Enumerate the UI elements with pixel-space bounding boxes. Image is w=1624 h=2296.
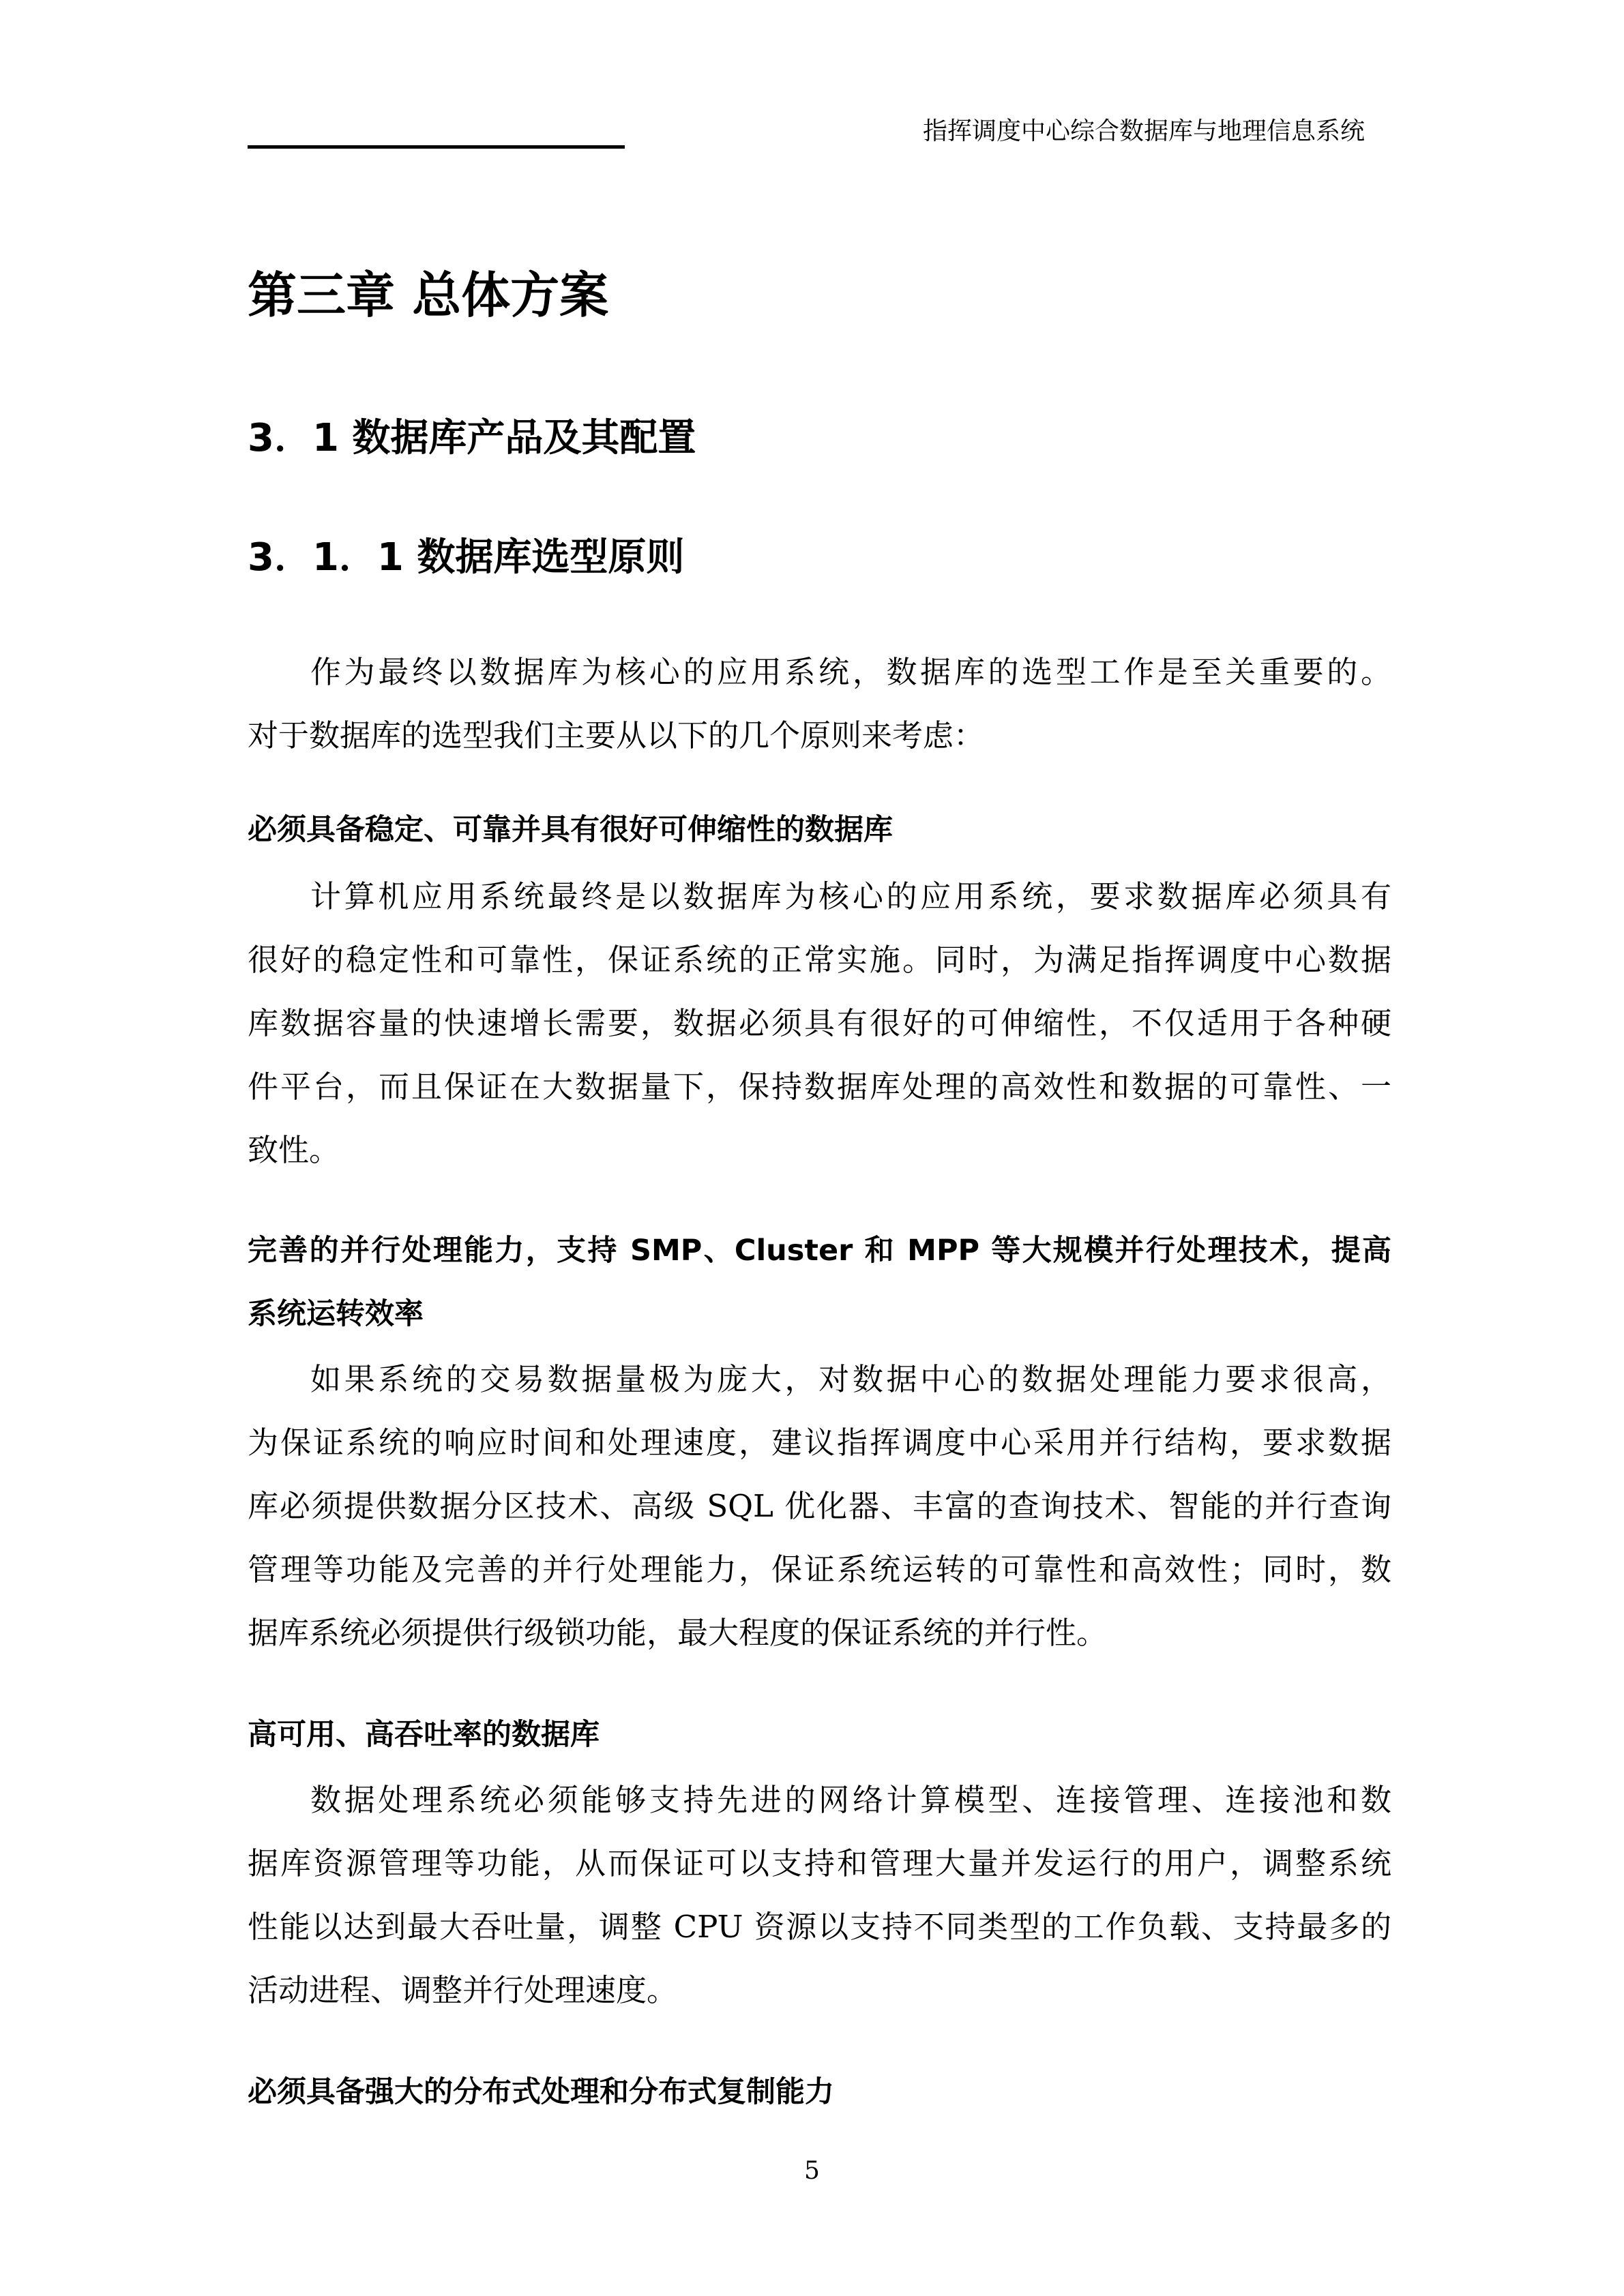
- principle-heading-availability: [248, 1703, 1391, 1767]
- text-line: 系统运转效率: [248, 1297, 424, 1331]
- text-line: 库必须提供数据分区技术、高级 SQL 优化器、丰富的查询技术、智能的并行查询: [248, 1488, 1391, 1524]
- text-line: 必须具备稳定、可靠并具有很好可伸缩性的数据库: [248, 813, 893, 847]
- chapter-title: 第三章 总体方案: [248, 267, 609, 324]
- text-line: 计算机应用系统最终是以数据库为核心的应用系统，要求数据库必须具有: [310, 878, 1391, 914]
- principle-heading-distributed: [248, 2061, 1391, 2124]
- text-line: 据库系统必须提供行级锁功能，最大程度的保证系统的并行性。: [248, 1615, 1108, 1651]
- text-line: 致性。: [248, 1132, 340, 1168]
- text-line: 据库资源管理等功能，从而保证可以支持和管理大量并发运行的用户，调整系统: [248, 1845, 1391, 1881]
- text-line: 完善的并行处理能力，支持 SMP、Cluster 和 MPP 等大规模并行处理技术，提高: [248, 1234, 1391, 1268]
- running-header: 指挥调度中心综合数据库与地理信息系统: [922, 117, 1365, 145]
- principle-heading-stability: [248, 799, 1391, 862]
- text-line: 作为最终以数据库为核心的应用系统，数据库的选型工作是至关重要的。: [310, 654, 1391, 690]
- text-line: 高可用、高吞吐率的数据库: [248, 1718, 600, 1752]
- principle-heading-parallel: [248, 1219, 1391, 1346]
- text-line: 如果系统的交易数据量极为庞大，对数据中心的数据处理能力要求很高，: [310, 1361, 1391, 1397]
- intro-paragraph: [248, 640, 1391, 767]
- text-line: 性能以达到最大吞吐量，调整 CPU 资源以支持不同类型的工作负载、支持最多的: [248, 1909, 1391, 1945]
- header-rule: [248, 145, 625, 149]
- text-line: 管理等功能及完善的并行处理能力，保证系统运转的可靠性和高效性；同时，数: [248, 1551, 1391, 1587]
- subsection-title: 3．1．1 数据库选型原则: [248, 535, 685, 580]
- text-line: 为保证系统的响应时间和处理速度，建议指挥调度中心采用并行结构，要求数据: [248, 1425, 1391, 1461]
- text-line: 对于数据库的选型我们主要从以下的几个原则来考虑：: [248, 717, 985, 754]
- text-line: 活动进程、调整并行处理速度。: [248, 1972, 678, 2008]
- availability-paragraph: [248, 1768, 1391, 2022]
- text-line: 很好的稳定性和可靠性，保证系统的正常实施。同时，为满足指挥调度中心数据: [248, 942, 1391, 978]
- section-title: 3．1 数据库产品及其配置: [248, 416, 696, 460]
- parallel-paragraph: [248, 1347, 1391, 1665]
- text-line: 必须具备强大的分布式处理和分布式复制能力: [248, 2075, 834, 2109]
- text-line: 数据处理系统必须能够支持先进的网络计算模型、连接管理、连接池和数: [310, 1782, 1391, 1818]
- page-number: 5: [804, 2157, 820, 2185]
- text-line: 件平台，而且保证在大数据量下，保持数据库处理的高效性和数据的可靠性、一: [248, 1069, 1391, 1105]
- stability-paragraph: [248, 865, 1391, 1182]
- text-line: 库数据容量的快速增长需要，数据必须具有很好的可伸缩性，不仅适用于各种硬: [248, 1005, 1391, 1041]
